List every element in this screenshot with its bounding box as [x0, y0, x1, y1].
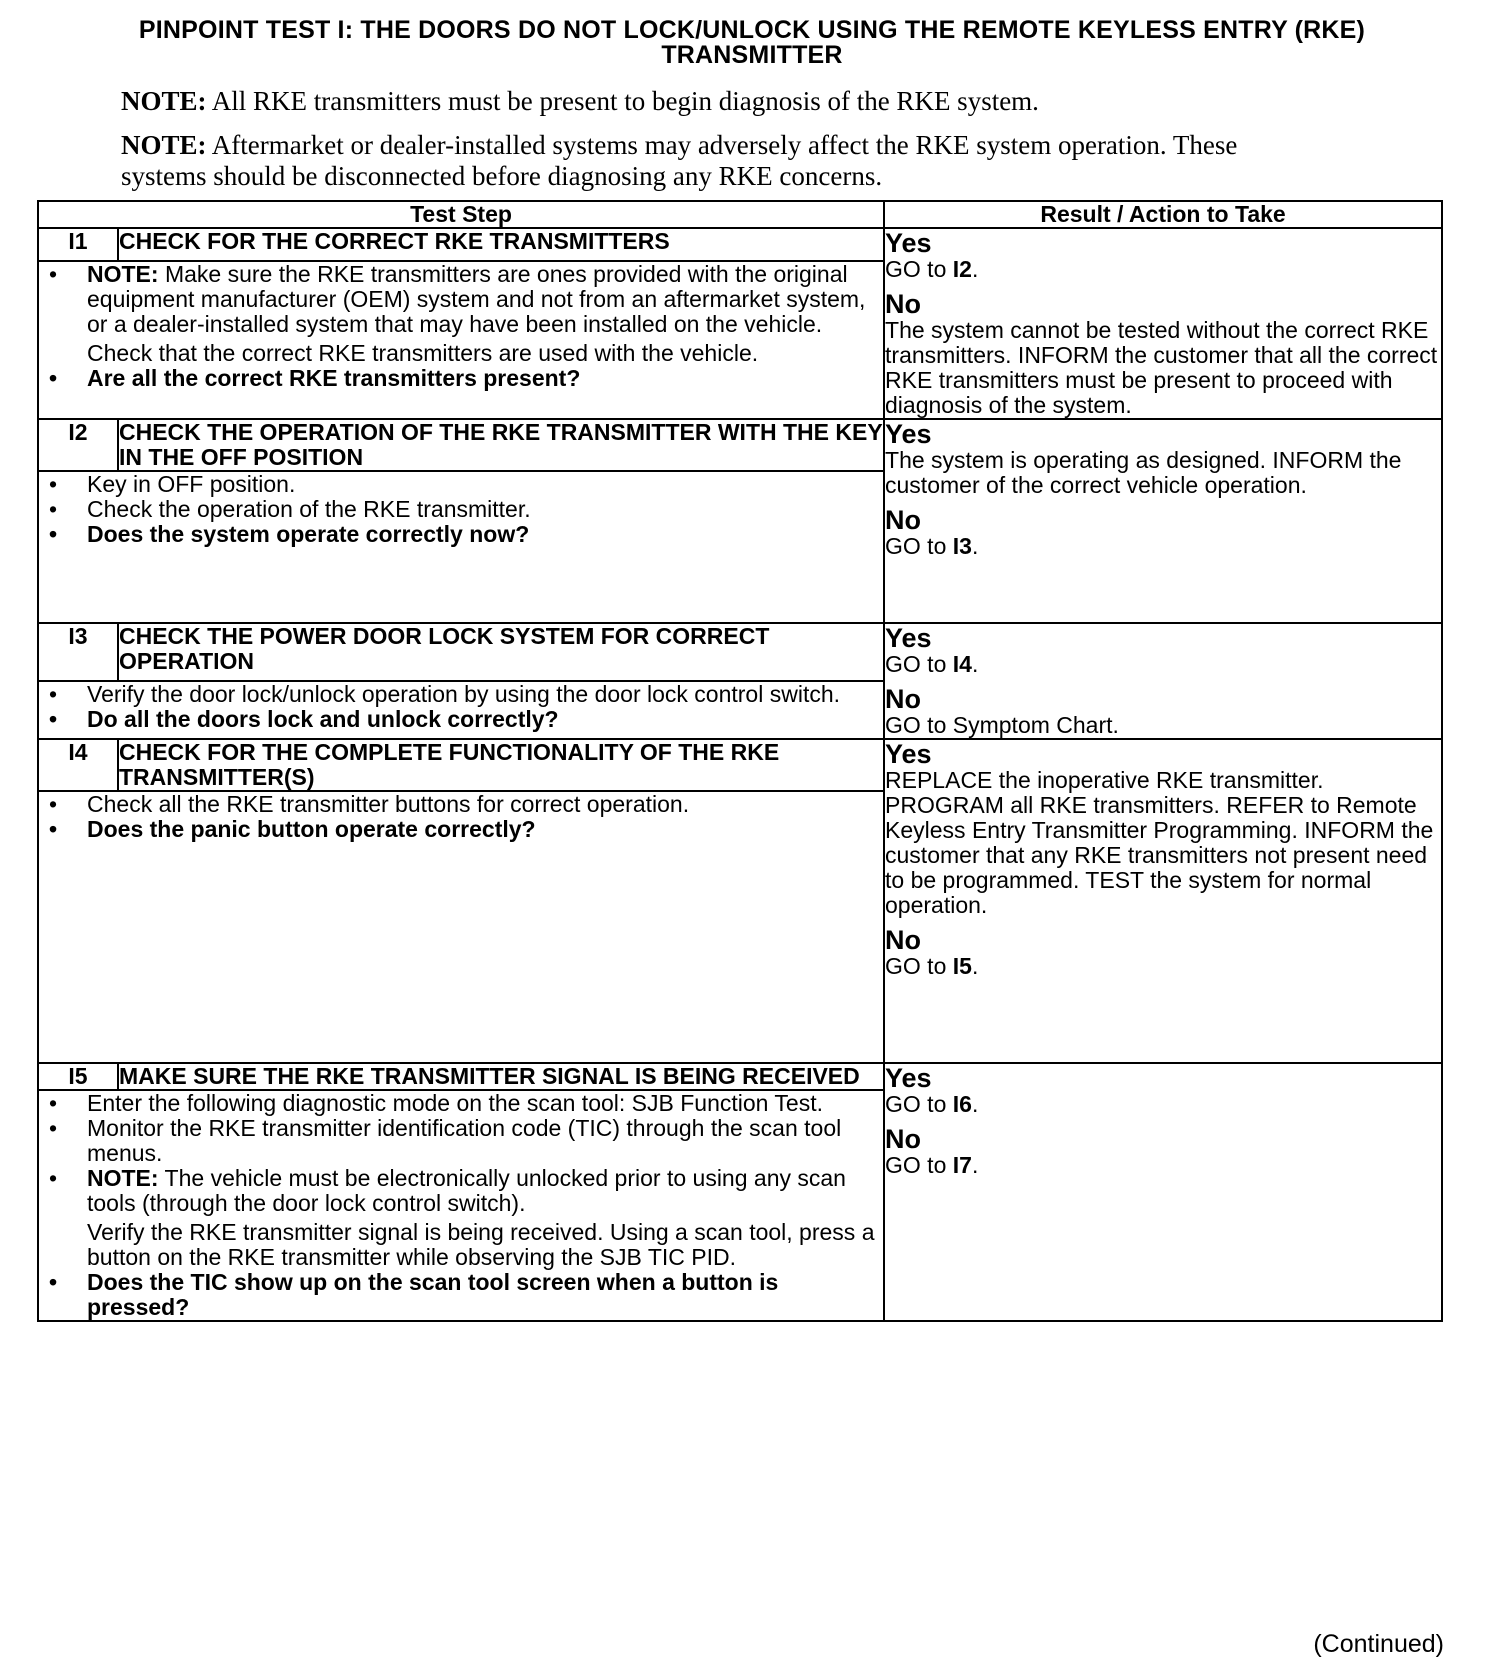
note-1 [121, 86, 1241, 117]
yes-action [885, 652, 1441, 677]
yes-action-suffix: . [971, 651, 979, 677]
note-2-text: Aftermarket or dealer-installed systems may adversely affect the RKE system operation. These systems should be disconnected before diagnosing any RKE concerns. [121, 130, 1238, 191]
yes-label: Yes [885, 623, 932, 653]
step-title: CHECK FOR THE CORRECT RKE TRANSMITTERS [118, 228, 884, 261]
no-action-prefix: GO to [885, 1152, 947, 1178]
list-item: • Key in OFF position. [39, 472, 883, 497]
no-target-step: I7 [952, 1152, 972, 1178]
step-id: I1 [38, 228, 118, 261]
page-title [20, 18, 1484, 68]
step-body [38, 471, 884, 623]
yes-action-prefix: GO to [885, 651, 947, 677]
list-item-question: • Does the system operate correctly now? [39, 522, 883, 547]
title-line-2: TRANSMITTER [661, 41, 843, 69]
list-item-question: • Are all the correct RKE transmitters present? [39, 366, 883, 391]
no-target-step: I5 [952, 953, 972, 979]
header-test-step: Test Step [38, 201, 884, 228]
no-label: No [885, 289, 922, 319]
no-action: GO to Symptom Chart. [885, 712, 1119, 738]
no-label: No [885, 925, 922, 955]
yes-label: Yes [885, 419, 932, 449]
yes-action-prefix: GO to [885, 1091, 947, 1117]
step-title-row [38, 739, 1442, 791]
step-title: CHECK THE OPERATION OF THE RKE TRANSMITTER WITH THE KEY IN THE OFF POSITION [119, 419, 883, 470]
no-action-suffix: . [971, 953, 979, 979]
no-action [885, 1153, 1441, 1178]
yes-action: REPLACE the inoperative RKE transmitter. PROGRAM all RKE transmitters. REFER to Remote Keyless Entry Transmitter Programming. INFORM the customer that any RKE transmitters not present need to be programmed. TEST the system for normal operation. [885, 767, 1434, 918]
no-action: The system cannot be tested without the correct RKE transmitters. INFORM the customer that all the correct RKE transmitters must be present to proceed with diagnosis of the system. [885, 317, 1438, 418]
step-result [884, 419, 1442, 623]
list-item [39, 1166, 883, 1216]
yes-action-suffix: . [971, 1091, 979, 1117]
step-title-row [38, 1063, 1442, 1090]
list-item: • Check the operation of the RKE transmitter. [39, 497, 883, 522]
list-item: • Enter the following diagnostic mode on the scan tool: SJB Function Test. [39, 1091, 883, 1116]
yes-action [885, 1092, 1441, 1117]
step-title-row [38, 623, 1442, 681]
list-item-question: • Does the panic button operate correctly? [39, 817, 883, 842]
step-result [884, 739, 1442, 1063]
step-id: I2 [38, 419, 118, 471]
list-item-question: • Does the TIC show up on the scan tool screen when a button is pressed? [39, 1270, 883, 1320]
step-title-row [38, 419, 1442, 471]
list-item: • Verify the door lock/unlock operation by using the door lock control switch. [39, 682, 883, 707]
step-result [884, 1063, 1442, 1321]
yes-target-step: I4 [952, 651, 972, 677]
step-title: CHECK THE POWER DOOR LOCK SYSTEM FOR CORRECT OPERATION [118, 623, 884, 681]
no-action-suffix: . [971, 533, 979, 559]
yes-target-step: I6 [952, 1091, 972, 1117]
step-result [884, 623, 1442, 739]
no-action-prefix: GO to [885, 533, 947, 559]
no-label: No [885, 684, 922, 714]
no-label: No [885, 1124, 922, 1154]
yes-label: Yes [885, 228, 932, 258]
yes-target-step: I2 [952, 256, 972, 282]
step-title: MAKE SURE THE RKE TRANSMITTER SIGNAL IS BEING RECEIVED [118, 1063, 884, 1090]
no-action [885, 954, 1441, 979]
table-header-row [38, 201, 1442, 228]
note-1-text: All RKE transmitters must be present to begin diagnosis of the RKE system. [211, 86, 1039, 116]
step-id: I4 [38, 739, 118, 791]
continuation-text: Verify the RKE transmitter signal is being received. Using a scan tool, press a button on the RKE transmitter while observing the SJB TIC PID. [87, 1219, 875, 1270]
note-1-label: NOTE: [121, 86, 207, 116]
note-label: NOTE: [87, 1165, 159, 1191]
yes-action-prefix: GO to [885, 256, 947, 282]
title-line-1: PINPOINT TEST I: THE DOORS DO NOT LOCK/UNLOCK USING THE REMOTE KEYLESS ENTRY (RKE) [138, 16, 1366, 44]
header-result-action: Result / Action to Take [884, 201, 1442, 228]
yes-label: Yes [885, 739, 932, 769]
step-body [38, 261, 884, 419]
note-text: Make sure the RKE transmitters are ones provided with the original equipment manufacturer (OEM) system and not from an aftermarket system, or a dealer-installed system that may have been installed on the vehicle. [87, 260, 866, 337]
step-id: I3 [38, 623, 118, 681]
step-title-row [38, 228, 1442, 261]
list-item: • Check all the RKE transmitter buttons for correct operation. [39, 792, 883, 817]
no-target-step: I3 [952, 533, 972, 559]
note-label: NOTE: [87, 260, 159, 287]
no-label: No [885, 505, 922, 535]
list-item: • Monitor the RKE transmitter identification code (TIC) through the scan tool menus. [39, 1116, 883, 1166]
step-result [884, 228, 1442, 419]
no-action-suffix: . [971, 1152, 979, 1178]
continuation-text: Check that the correct RKE transmitters are used with the vehicle. [87, 339, 759, 366]
continued-label: (Continued) [1313, 1630, 1444, 1658]
yes-action [885, 257, 1441, 282]
note-2 [121, 130, 1241, 192]
step-body [38, 791, 884, 1063]
yes-action-suffix: . [971, 256, 979, 282]
step-body [38, 681, 884, 739]
step-id: I5 [38, 1063, 118, 1090]
no-action [885, 534, 1441, 559]
pinpoint-test-table [37, 200, 1443, 1322]
note-text: The vehicle must be electronically unlocked prior to using any scan tools (through the door lock control switch). [87, 1165, 846, 1216]
yes-label: Yes [885, 1063, 932, 1093]
step-body [38, 1090, 884, 1321]
step-title: CHECK FOR THE COMPLETE FUNCTIONALITY OF THE RKE TRANSMITTER(S) [118, 739, 884, 791]
note-2-label: NOTE: [121, 130, 207, 160]
no-action-prefix: GO to [885, 953, 947, 979]
list-item-question: • Do all the doors lock and unlock correctly? [39, 707, 883, 732]
yes-action: The system is operating as designed. INFORM the customer of the correct vehicle operation. [885, 447, 1402, 498]
list-item [39, 262, 883, 337]
